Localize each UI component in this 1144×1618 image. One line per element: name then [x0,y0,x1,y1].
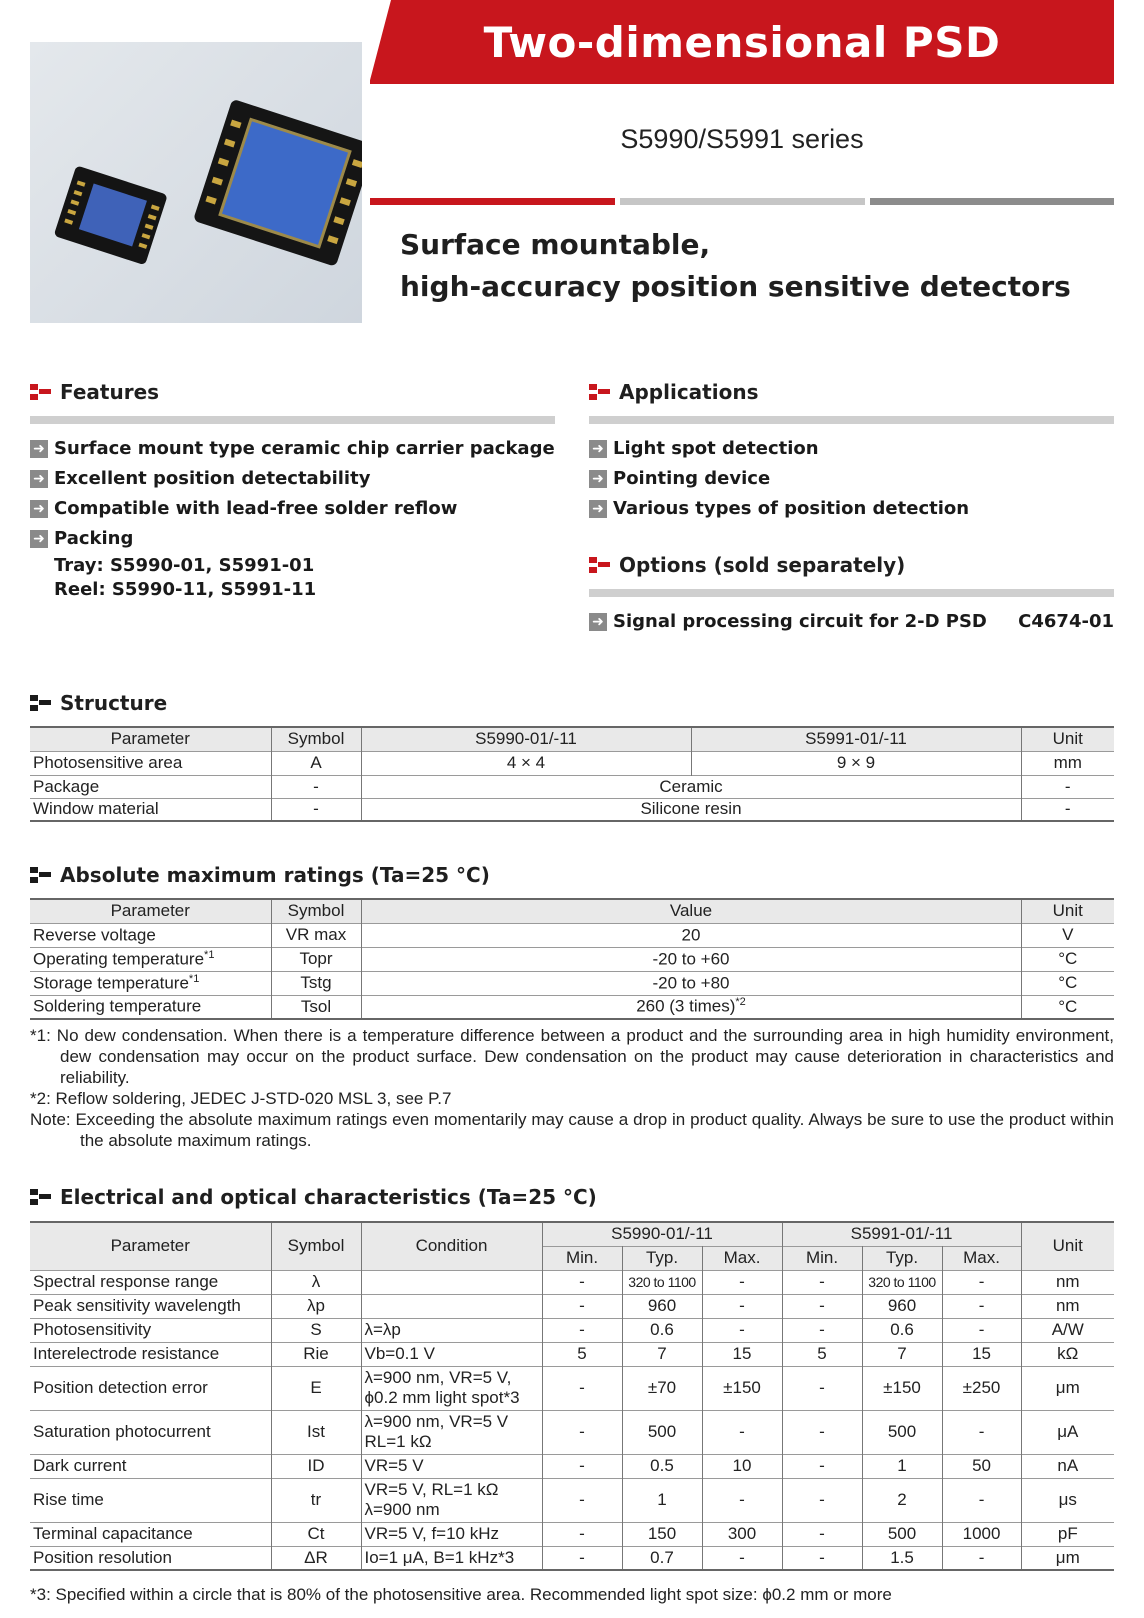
option-model: C4674-01 [1018,611,1114,632]
table-row: Reverse voltage VR max 20 V [30,923,1114,947]
table-row: Spectral response range λ - 320 to 1100 - - 320 to 1100 - nm [30,1270,1114,1294]
features-list [30,438,570,602]
features-rule [30,416,555,424]
section-marker-icon [30,1189,52,1205]
table-row: Storage temperature$^{*1}$ Tstg -20 to +80 °C [30,971,1114,995]
section-marker-icon [30,867,52,883]
table-header-row: Parameter Symbol Value Unit [30,899,1114,923]
headline [400,224,1120,308]
features-title: Features [60,380,160,404]
headline-line-2: high-accuracy position sensitive detectors [400,270,1071,303]
list-item: ➜ Light spot detection [589,438,1114,468]
list-item: ➜ Pointing device [589,468,1114,498]
applications-list [589,438,1114,528]
abs-max-heading [30,863,490,887]
table-row: Saturation photocurrent Ist λ=900 nm, VR=5 V RL=1 kΩ - 500 - - 500 - μA [30,1410,1114,1454]
table-row: Photosensitive area A 4 × 4 9 × 9 mm [30,751,1114,775]
table-row: Terminal capacitance Ct VR=5 V, f=10 kHz - 150 300 - 500 1000 pF [30,1522,1114,1546]
headline-line-1: Surface mountable, [400,228,711,261]
accent-stripe-light-gray [620,198,865,205]
series-name: S5990/S5991 series [620,124,864,154]
list-item: ➜ Packing [30,528,570,554]
options-heading [589,553,905,577]
table-row: Peak sensitivity wavelength λp - 960 - - 960 - nm [30,1294,1114,1318]
note-abs-max: Note: Exceeding the absolute maximum ratings even momentarily may cause a drop in product quality. Always be sure to use the product within the absolute maximum ratings. [30,1110,1114,1150]
table-row: Position resolution ΔR Io=1 μA, B=1 kHz*3 - 0.7 - - 1.5 - μm [30,1546,1114,1570]
arrow-right-icon: ➜ [30,470,48,488]
table-row: Operating temperature$^{*1}$ Topr -20 to +60 °C [30,947,1114,971]
product-photo [30,42,362,323]
section-marker-icon [30,384,52,400]
packing-tray: Tray: S5990-01, S5991-01 [54,555,315,576]
options-rule [589,589,1114,597]
list-item: ➜ Signal processing circuit for 2-D PSD C4674-01 [589,611,1114,641]
abs-max-title: Absolute maximum ratings (Ta=25 °C) [60,863,490,887]
table-row: Rise time tr VR=5 V, RL=1 kΩ λ=900 nm - 1 - - 2 - μs [30,1478,1114,1522]
features-heading [30,380,159,404]
table-row: Soldering temperature Tsol 260 (3 times)$^{*2}$ °C [30,995,1114,1019]
table-row: Window material - Silicone resin - [30,798,1114,821]
list-item: ➜ Excellent position detectability [30,468,570,498]
table-row: Package - Ceramic - [30,775,1114,798]
table-subheader-row: Min. Typ. Max. Min. Typ. Max. [30,1246,1114,1270]
structure-title: Structure [60,691,168,715]
arrow-right-icon: ➜ [589,470,607,488]
footnote-3: *3: Specified within a circle that is 80% of the photosensitive area. Recommended light spot size: ϕ0.2 mm or more [30,1585,892,1604]
table-row: Interelectrode resistance Rie Vb=0.1 V 5 7 15 5 7 15 kΩ [30,1342,1114,1366]
section-marker-icon [589,557,611,573]
arrow-right-icon: ➜ [589,613,607,631]
table-row: Position detection error E λ=900 nm, VR=5 V, ϕ0.2 mm light spot*3 - ±70 ±150 - ±150 ±250 μm [30,1366,1114,1410]
accent-stripe-red [370,198,615,205]
page-title: Two-dimensional PSD [370,0,1114,84]
applications-title: Applications [619,380,759,404]
list-item: ➜ Various types of position detection [589,498,1114,528]
arrow-right-icon: ➜ [589,500,607,518]
abs-max-notes [30,1025,1114,1151]
footnote-2: *2: Reflow soldering, JEDEC J-STD-020 MSL 3, see P.7 [30,1089,452,1108]
abs-max-table [30,898,1114,1020]
electrical-heading [30,1185,597,1209]
electrical-title: Electrical and optical characteristics (Ta=25 °C) [60,1185,597,1209]
arrow-right-icon: ➜ [30,530,48,548]
section-marker-icon [589,384,611,400]
table-row: Photosensitivity S λ=λp - 0.6 - - 0.6 - A/W [30,1318,1114,1342]
section-marker-icon [30,695,52,711]
electrical-table [30,1221,1114,1571]
options-title: Options (sold separately) [619,553,906,577]
list-item: ➜ Surface mount type ceramic chip carrier package [30,438,570,468]
table-row: Dark current ID VR=5 V - 0.5 10 - 1 50 nA [30,1454,1114,1478]
table-header-row: Parameter Symbol Condition S5990-01/-11 S5991-01/-11 Unit [30,1222,1114,1246]
accent-stripe-dark-gray [870,198,1114,205]
applications-heading [589,380,758,404]
structure-table [30,726,1114,822]
arrow-right-icon: ➜ [589,440,607,458]
options-list [589,611,1114,641]
arrow-right-icon: ➜ [30,500,48,518]
psd-chips-illustration [30,42,362,323]
table-header-row: Parameter Symbol S5990-01/-11 S5991-01/-11 Unit [30,727,1114,751]
list-item: ➜ Compatible with lead-free solder reflow [30,498,570,528]
applications-rule [589,416,1114,424]
footnote-1: *1: No dew condensation. When there is a temperature difference between a product and the surrounding area in high humidity environment, dew condensation may occur on the product surface. Dew condensation on the product may cause deterioration in characteristics and reliability. [30,1026,1114,1087]
arrow-right-icon: ➜ [30,440,48,458]
structure-heading [30,691,167,715]
packing-reel: Reel: S5990-11, S5991-11 [54,579,317,600]
